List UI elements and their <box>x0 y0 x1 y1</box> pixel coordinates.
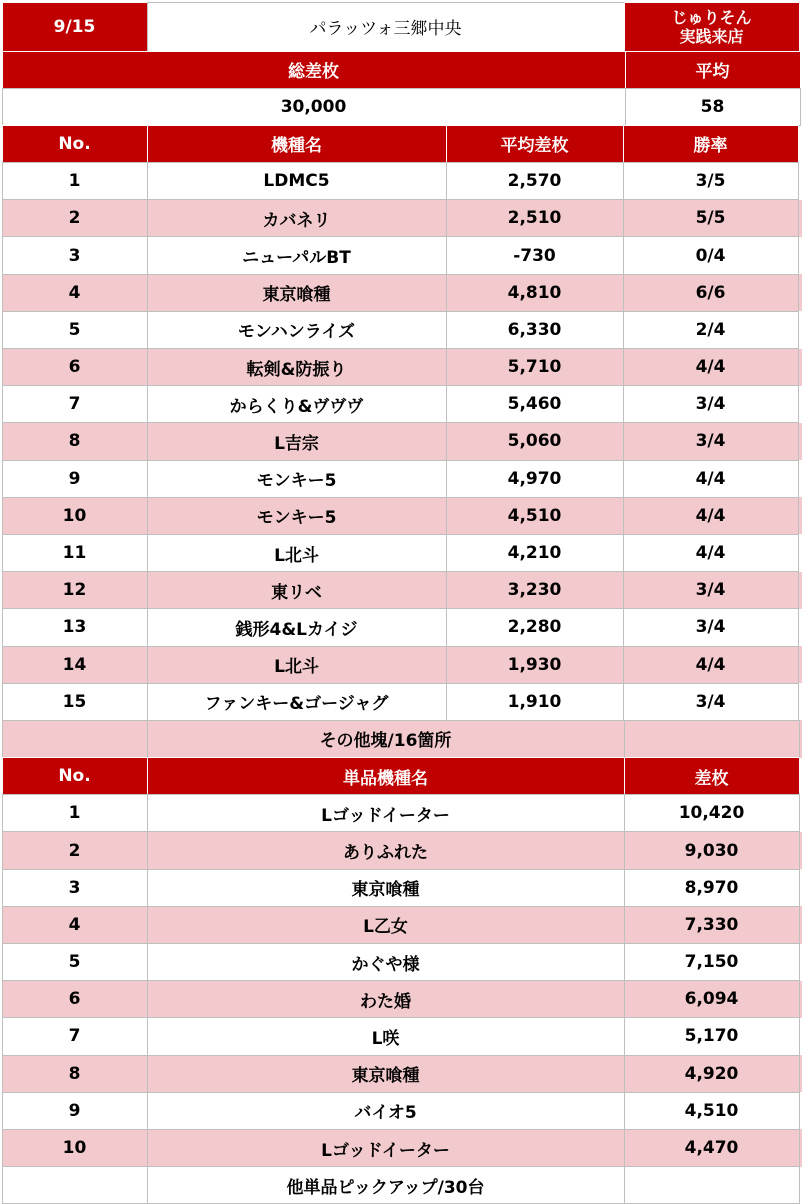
footer-spacer <box>2 1166 148 1204</box>
row-diff: 4,970 <box>446 460 624 498</box>
row-rate: 3/4 <box>623 385 799 423</box>
date-cell: 9/15 <box>2 2 148 52</box>
row-no: 6 <box>2 348 148 386</box>
row-no: 1 <box>2 794 148 832</box>
row-no: 3 <box>2 236 148 274</box>
row-no: 9 <box>2 460 148 498</box>
col-single-name: 単品機種名 <box>147 757 625 795</box>
avg-value: 58 <box>625 88 801 126</box>
table-row <box>2 200 802 237</box>
row-diff: 4,920 <box>624 1055 800 1093</box>
table-row <box>2 944 802 981</box>
row-name: モンハンライズ <box>147 311 447 349</box>
row-name: 東京喰種 <box>147 1055 625 1093</box>
other-blocks: その他塊/16箇所 <box>147 720 625 758</box>
row-name: 東京喰種 <box>147 274 447 312</box>
store-line-1: じゅりそん <box>671 7 752 27</box>
row-name: Lゴッドイーター <box>147 1129 625 1167</box>
store-name <box>624 2 800 52</box>
hall-name: パラッツォ三郷中央 <box>147 2 625 52</box>
row-rate: 0/4 <box>623 236 799 274</box>
row-rate: 5/5 <box>623 199 799 237</box>
store-line-2: 実践来店 <box>679 26 744 46</box>
row-rate: 6/6 <box>623 274 799 312</box>
row-no: 15 <box>2 683 148 721</box>
row-no: 3 <box>2 869 148 907</box>
row-diff: 4,470 <box>624 1129 800 1167</box>
table-row <box>2 572 802 609</box>
row-name: 東リベ <box>147 571 447 609</box>
report-table <box>2 2 802 1204</box>
row-diff: 5,460 <box>446 385 624 423</box>
row-diff: 2,570 <box>446 162 624 200</box>
row-no: 5 <box>2 311 148 349</box>
total-label: 総差枚 <box>2 51 626 89</box>
col-avg-diff: 平均差枚 <box>446 125 624 163</box>
row-diff: 3,230 <box>446 571 624 609</box>
table-row <box>2 646 802 683</box>
table-row <box>2 1055 802 1092</box>
row-diff: 2,280 <box>446 608 624 646</box>
row-no: 14 <box>2 646 148 684</box>
single-header-row <box>2 758 802 795</box>
table-row <box>2 460 802 497</box>
row-diff: 7,150 <box>624 943 800 981</box>
table-row <box>2 163 802 200</box>
table-row <box>2 274 802 311</box>
row-diff: 1,910 <box>446 683 624 721</box>
row-no: 2 <box>2 199 148 237</box>
row-no: 11 <box>2 534 148 572</box>
row-name: カバネリ <box>147 199 447 237</box>
row-diff: 7,330 <box>624 906 800 944</box>
col-no: No. <box>2 125 148 163</box>
row-diff: 4,510 <box>446 497 624 535</box>
row-name: ありふれた <box>147 831 625 869</box>
row-no: 6 <box>2 980 148 1018</box>
summary-value-row <box>2 88 802 125</box>
row-no: 8 <box>2 422 148 460</box>
row-name: かぐや様 <box>147 943 625 981</box>
row-rate: 4/4 <box>623 348 799 386</box>
machine-header-row <box>2 125 802 162</box>
col-machine-name: 機種名 <box>147 125 447 163</box>
row-no: 9 <box>2 1092 148 1130</box>
table-row <box>2 981 802 1018</box>
row-name: わた婚 <box>147 980 625 1018</box>
table-row <box>2 1092 802 1129</box>
row-name: L咲 <box>147 1017 625 1055</box>
row-diff: -730 <box>446 236 624 274</box>
machine-footer-row <box>2 720 802 757</box>
table-row <box>2 423 802 460</box>
col-diff: 差枚 <box>624 757 800 795</box>
row-no: 4 <box>2 906 148 944</box>
row-diff: 5,710 <box>446 348 624 386</box>
row-no: 2 <box>2 831 148 869</box>
row-name: Lゴッドイーター <box>147 794 625 832</box>
row-no: 10 <box>2 497 148 535</box>
row-name: モンキー5 <box>147 460 447 498</box>
table-row <box>2 869 802 906</box>
table-row <box>2 349 802 386</box>
col-no: No. <box>2 757 148 795</box>
table-row <box>2 832 802 869</box>
table-row <box>2 683 802 720</box>
table-row <box>2 795 802 832</box>
row-diff: 4,810 <box>446 274 624 312</box>
row-rate: 3/4 <box>623 683 799 721</box>
footer-spacer <box>2 720 148 758</box>
row-name: バイオ5 <box>147 1092 625 1130</box>
single-footer-row <box>2 1167 802 1204</box>
row-no: 7 <box>2 1017 148 1055</box>
table-row <box>2 1018 802 1055</box>
row-diff: 6,094 <box>624 980 800 1018</box>
table-row <box>2 386 802 423</box>
table-row <box>2 497 802 534</box>
row-rate: 4/4 <box>623 460 799 498</box>
table-row <box>2 906 802 943</box>
row-diff: 8,970 <box>624 869 800 907</box>
row-no: 7 <box>2 385 148 423</box>
row-rate: 3/4 <box>623 422 799 460</box>
row-rate: 4/4 <box>623 534 799 572</box>
row-rate: 3/5 <box>623 162 799 200</box>
row-rate: 4/4 <box>623 646 799 684</box>
row-no: 12 <box>2 571 148 609</box>
row-name: ニューパルBT <box>147 236 447 274</box>
row-no: 8 <box>2 1055 148 1093</box>
row-name: からくり&ヴヴヴ <box>147 385 447 423</box>
row-diff: 2,510 <box>446 199 624 237</box>
row-no: 10 <box>2 1129 148 1167</box>
row-rate: 3/4 <box>623 608 799 646</box>
row-diff: 1,930 <box>446 646 624 684</box>
row-rate: 4/4 <box>623 497 799 535</box>
other-singles-pickup: 他単品ピックアップ/30台 <box>147 1166 625 1204</box>
table-row <box>2 311 802 348</box>
header-row <box>2 2 802 51</box>
table-row <box>2 609 802 646</box>
footer-spacer <box>624 720 800 758</box>
row-name: ファンキー&ゴージャグ <box>147 683 447 721</box>
row-no: 4 <box>2 274 148 312</box>
row-no: 13 <box>2 608 148 646</box>
avg-label: 平均 <box>625 51 801 89</box>
row-name: LDMC5 <box>147 162 447 200</box>
row-no: 1 <box>2 162 148 200</box>
row-no: 5 <box>2 943 148 981</box>
row-name: L乙女 <box>147 906 625 944</box>
summary-label-row <box>2 51 802 88</box>
row-name: L北斗 <box>147 534 447 572</box>
row-diff: 5,060 <box>446 422 624 460</box>
row-diff: 4,510 <box>624 1092 800 1130</box>
table-row <box>2 1129 802 1166</box>
row-name: L北斗 <box>147 646 447 684</box>
row-diff: 9,030 <box>624 831 800 869</box>
row-diff: 5,170 <box>624 1017 800 1055</box>
row-diff: 6,330 <box>446 311 624 349</box>
row-name: 銭形4&Lカイジ <box>147 608 447 646</box>
row-name: 転剣&防振り <box>147 348 447 386</box>
row-name: 東京喰種 <box>147 869 625 907</box>
row-rate: 2/4 <box>623 311 799 349</box>
row-diff: 4,210 <box>446 534 624 572</box>
row-name: モンキー5 <box>147 497 447 535</box>
row-diff: 10,420 <box>624 794 800 832</box>
footer-spacer <box>624 1166 800 1204</box>
row-rate: 3/4 <box>623 571 799 609</box>
col-win-rate: 勝率 <box>623 125 799 163</box>
table-row <box>2 534 802 571</box>
row-name: L吉宗 <box>147 422 447 460</box>
total-value: 30,000 <box>2 88 626 126</box>
table-row <box>2 237 802 274</box>
